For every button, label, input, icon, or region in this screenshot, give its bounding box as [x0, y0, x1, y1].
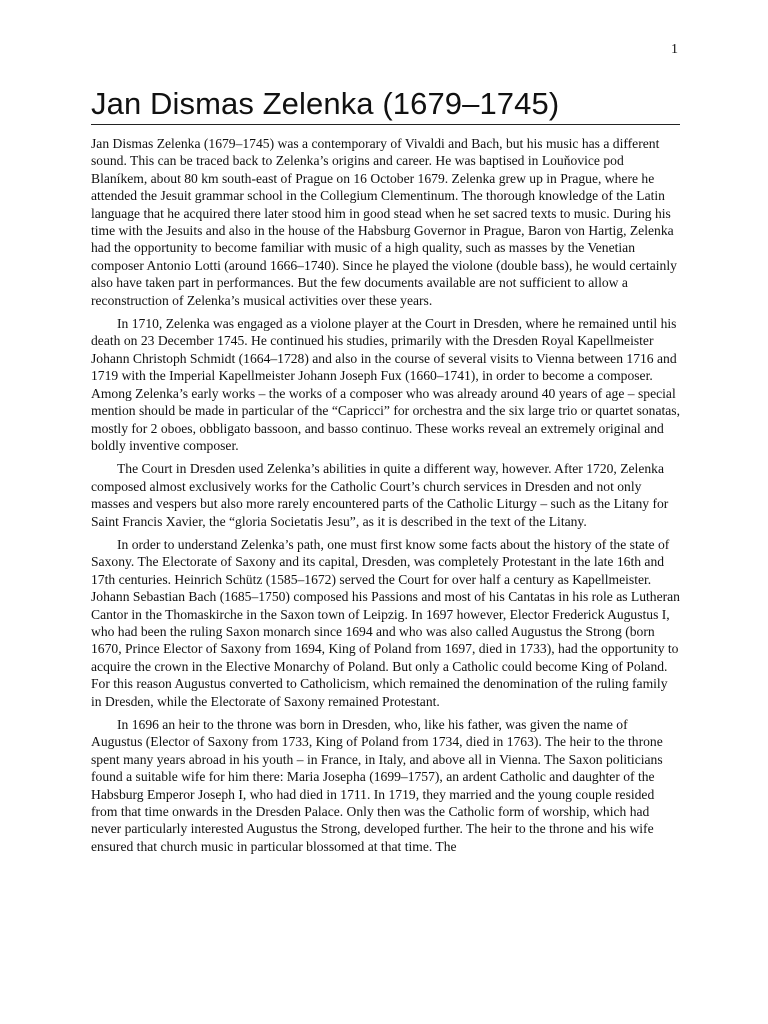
- paragraph-court-church-music: The Court in Dresden used Zelenka’s abilities in quite a different way, however. After 1720, Zelenka composed almost exclusively works for the Catholic Court’s church services in Dresden and not only masses and vespers but also more rarely encountered parts of the Catholic Liturgy – such as the Litany for Saint Francis Xavier, the “gloria Societatis Jesu”, as it is described in the text of the Litany.: [91, 461, 669, 529]
- paragraph-saxony-history: In order to understand Zelenka’s path, one must first know some facts about the history of the state of Saxony. The Electorate of Saxony and its capital, Dresden, was completely Protestant in the late 16th and 17th centuries. Heinrich Schütz (1585–1672) served the Court for over half a century as Kapellmeister. Johann Sebastian Bach (1685–1750) composed his Passions and most of his Cantatas in his role as Lutheran Cantor in the Thomaskirche in the Saxon town of Leipzig. In 1697 however, Elector Frederick Augustus I, who had been the ruling Saxon monarch since 1694 and who was also called Augustus the Strong (born 1670, Prince Elector of Saxony from 1694, King of Poland from 1697, died in 1733), had the opportunity to acquire the crown in the Elective Monarchy of Poland. But only a Catholic could become King of Poland. For this reason Augustus converted to Catholicism, which remained the denomination of the ruling family in Dresden, while the Electorate of Saxony remained Protestant.: [91, 536, 680, 709]
- page-number: 1: [671, 42, 678, 57]
- body-text: [91, 135, 680, 861]
- paragraph-dresden-career: In 1710, Zelenka was engaged as a violone player at the Court in Dresden, where he remained until his death on 23 December 1745. He continued his studies, primarily with the Dresden Royal Kapellmeister Johann Christoph Schmidt (1664–1728) and also in the course of several visits to Vienna between 1716 and 1719 with the Imperial Kapellmeister Johann Joseph Fux (1660–1741), in order to become a composer. Among Zelenka’s early works – the works of a composer who was already around 40 years of age – special mention should be made in particular of the “Capricci” for orchestra and the six large trio or quartet sonatas, mostly for 2 oboes, obbligato bassoon, and basso continuo. These works reveal an extremely original and boldly inventive composer.: [91, 316, 680, 453]
- page-title: Jan Dismas Zelenka (1679–1745): [91, 86, 680, 125]
- paragraph-intro: Jan Dismas Zelenka (1679–1745) was a contemporary of Vivaldi and Bach, but his music has a different sound. This can be traced back to Zelenka’s origins and career. He was baptised in Louňovice pod Blaníkem, about 80 km south-east of Prague on 16 October 1679. Zelenka grew up in Prague, where he attended the Jesuit grammar school in the Collegium Clementinum. The thorough knowledge of the Latin language that he acquired there later stood him in good stead when he set sacred texts to music. During his time with the Jesuits and also in the house of the Habsburg Governor in Prague, Baron von Hartig, Zelenka had the opportunity to become familiar with music of a high quality, such as masses by the Venetian composer Antonio Lotti (around 1666–1740). Since he played the violone (double bass), he would certainly also have taken part in performances. But the few documents available are not sufficient to allow a reconstruction of Zelenka’s musical activities over these years.: [91, 136, 677, 308]
- paragraph-heir-to-throne: In 1696 an heir to the throne was born in Dresden, who, like his father, was given the name of Augustus (Elector of Saxony from 1733, King of Poland from 1734, died in 1763). The heir to the throne spent many years abroad in his youth – in France, in Italy, and above all in Vienna. The Saxon politicians found a suitable wife for him there: Maria Josepha (1699–1757), an ardent Catholic and daughter of the Habsburg Emperor Joseph I, who had died in 1711. In 1719, they married and the young couple resided from that time onwards in the Dresden Palace. Only then was the Catholic form of worship, which had never particularly interested Augustus the Strong, developed further. The heir to the throne and his wife ensured that church music in particular blossomed at that time. The: [91, 717, 663, 854]
